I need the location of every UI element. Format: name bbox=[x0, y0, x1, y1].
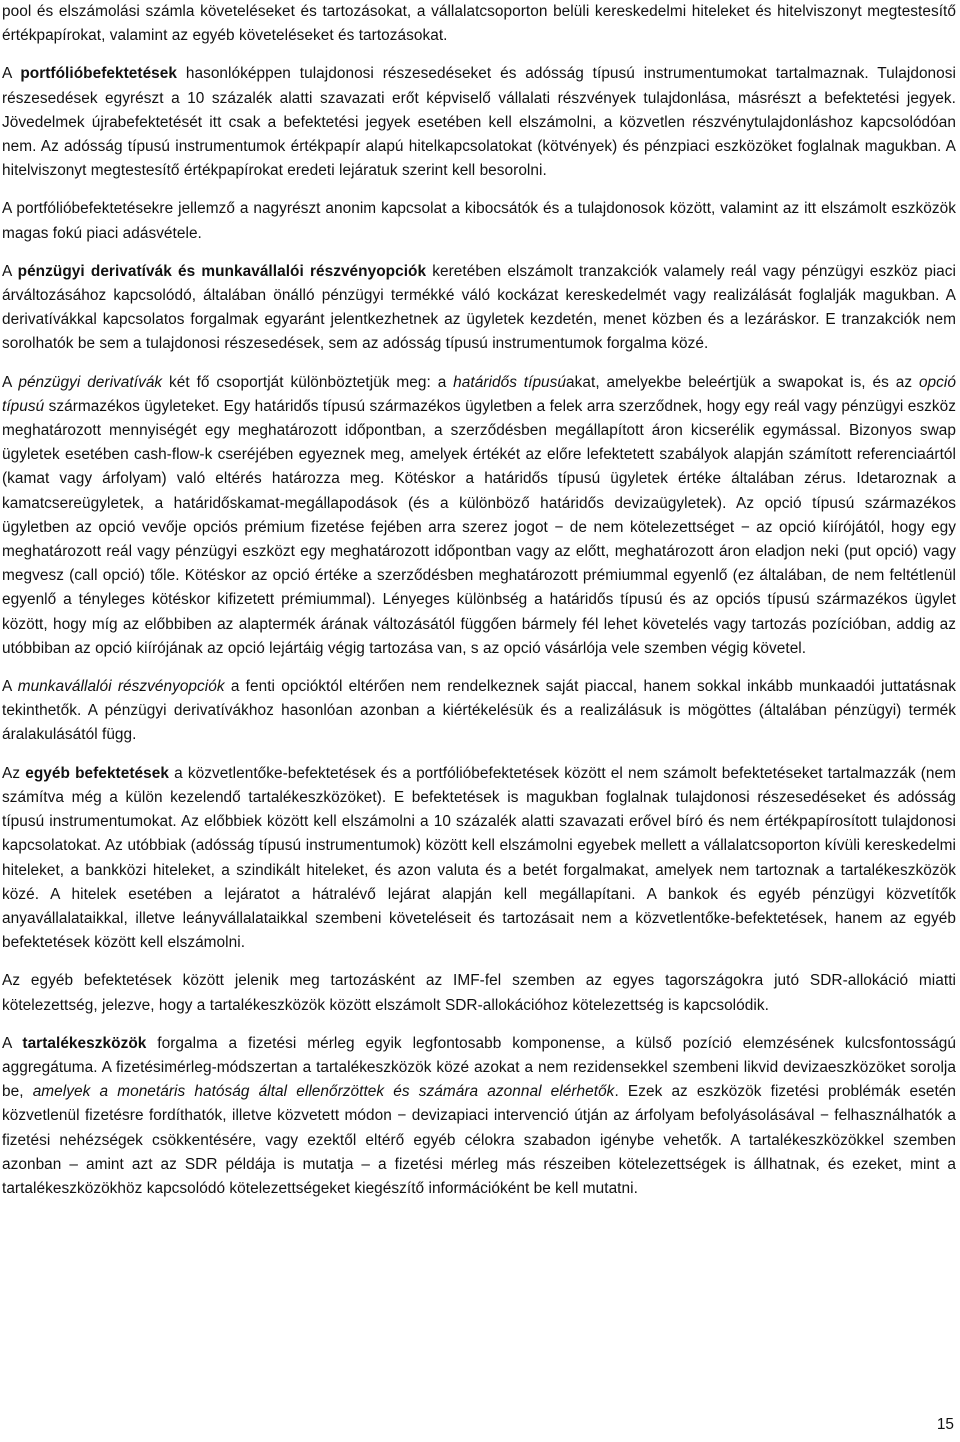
text-run: forgalma a fizetési mérleg egyik legfontosabb komponense, a külső pozíció elemzésének kulcsfontosságú aggregátuma. A fizetésimérleg-módszertan a tartalékeszközök közé azokat a nem rezidensekkel szembeni likvid devizaeszközöket sorolja be, bbox=[2, 1034, 956, 1101]
text-run: akat, amelyekbe beleértjük a swapokat is, és az bbox=[566, 373, 919, 391]
text-run: A bbox=[2, 678, 18, 696]
text-run: Az egyéb befektetések között jelenik meg tartozásként az IMF-fel szemben az egyes tagországokra jutó SDR-allokáció miatti kötelezettség, jelezve, hogy a tartalékeszközök között elszámolt SDR-allokációhoz kötelezettség is kapcsolódik. bbox=[2, 972, 956, 1014]
text-run: Az bbox=[2, 764, 26, 782]
text-run: két fő csoportját különböztetjük meg: a bbox=[162, 373, 454, 391]
paragraph bbox=[2, 1032, 956, 1201]
italic-term: pénzügyi derivatívák bbox=[18, 373, 163, 391]
paragraph bbox=[2, 62, 956, 183]
document-body bbox=[2, 0, 956, 1215]
text-run: pool és elszámolási számla követeléseket és tartozásokat, a vállalatcsoporton belüli kereskedelmi hiteleket és hitelviszonyt megtestesítő értékpapírokat, valamint az egyéb követeléseket és tartozásokat. bbox=[2, 3, 956, 45]
italic-term: határidős típusú bbox=[453, 373, 567, 391]
paragraph bbox=[2, 969, 956, 1017]
paragraph bbox=[2, 260, 956, 357]
text-run: A bbox=[2, 373, 19, 391]
text-run: származékos ügyleteket. Egy határidős típusú származékos ügyletben a felek arra szerződnek, hogy egy reál vagy pénzügyi eszköz meghatározott mennyiségét egy meghatározott időpontban, a szerződésben megállapított áron kicserélik egymással. Bizonyos swap ügyletek esetében cash-flow-k cseréjében egyeznek meg, amelyek értékét az előre lefektetett szabályok alapján számított referenciaártól (kamat vagy árfolyam) való eltérés határozza meg. Kötéskor a határidős típusú ügyletek értéke általában zérus. Idetaroznak a kamatcsereügyletek, a határidőskamat-megállapodások (és a különböző határidős devizaügyletek). Az opció típusú származékos ügyletben az opció vevője opciós prémium fizetése fejében arra szerez jogot − de nem kötelezettséget − az opció kiírójától, hogy egy meghatározott reál vagy pénzügyi eszközt egy meghatározott időpontban vagy az előtt, meghatározott áron eladjon neki (put opció) vagy megvesz (call opció) tőle. Kötéskor az opció értéke a szerződésben meghatározott prémiummal egyenlő (ez általában, de nem feltétlenül egyenlő a tényleges kötéskor kifizetett prémiummal). Lényeges különbség a határidős típusú és az opciós típusú származékos ügylet között, hogy míg az előbbiben az alaptermék árának változásától függően bármely fél lehet követelés vagy tartozás pozícióban, addig az utóbbiban az opció kiírójának az opció lejártáig végig tartozása van, s az opció vásárlója vele szemben végig követel. bbox=[2, 397, 956, 657]
italic-term: amelyek a monetáris hatóság által ellenőrzöttek és számára azonnal elérhetők bbox=[32, 1083, 615, 1101]
text-run: a közvetlentőke-befektetések és a portfólióbefektetések között el nem számolt befektetéseket tartalmazzák (nem számítva még a külön kezelendő tartalékeszközöket). E befektetések is magukban foglalnak tulajdonosi részesedéseket és adósság típusú instrumentumokat. Az előbbiek között kell elszámolni a 10 százalék alatti szavazati erővel bíró és nem értékpapírosított tulajdonosi kapcsolatokat. Az utóbbiak (adósság típusú instrumentumok) között kell elszámolni egyebek mellett a vállalatcsoporton kívüli kereskedelmi hiteleket, a bankközi hiteleket, a szindikált hiteleket, és azon valuta és a betét forgalmakat, amelyek nem tartoznak a tartalékeszközök közé. A hitelek esetében a lejáratot a hátralévő lejárat alapján kell megállapítani. A bankok és egyéb pénzügyi közvetítők anyavállalataikkal, illetve leányvállalataikkal szembeni követeléseit és tartozásait nem a közvetlentőke-befektetések, hanem az egyéb befektetések között kell elszámolni. bbox=[2, 764, 956, 952]
italic-term: munkavállalói részvényopciók bbox=[17, 678, 225, 696]
page-number: 15 bbox=[936, 1416, 954, 1433]
bold-term: tartalékeszközök bbox=[22, 1034, 147, 1052]
text-run: hasonlóképpen tulajdonosi részesedéseket és adósság típusú instrumentumokat tartalmaznak. Tulajdonosi részesedések egyrészt a 10 százalék alatti szavazati erőt képviselő vállalati részvények tulajdonlása, másrészt a befektetési jegyek. Jövedelmek újrabefektetését itt csak a befektetési jegyek esetében kell elszámolni, a közvetlen részvénytulajdonláshoz kapcsolódóan nem. Az adósság típusú instrumentumok értékpapír alapú hitelkapcsolatokat (kötvények) és pénzpiaci eszközöket foglalnak magukban. A hitelviszonyt megtestesítő értékpapírokat eredeti lejáratuk szerint kell besorolni. bbox=[2, 65, 956, 180]
paragraph bbox=[2, 762, 956, 956]
bold-term: pénzügyi derivatívák és munkavállalói részvényopciók bbox=[17, 262, 427, 280]
bold-term: egyéb befektetések bbox=[25, 764, 169, 782]
paragraph bbox=[2, 197, 956, 245]
bold-term: portfólióbefektetések bbox=[20, 65, 178, 83]
text-run: A bbox=[2, 262, 18, 280]
text-run: . Ezek az eszközök fizetési problémák esetén közvetlenül fizetésre fordíthatók, illetve közvetett módon − devizapiaci intervenció útján az árfolyam befolyásolásával − felhasználhatók a fizetési nehézségek csökkentésére, vagy ezektől eltérő egyéb célokra szabadon igénybe vehetők. A tartalékeszközökkel szemben azonban – amint azt az SDR példája is mutatja – a fizetési mérleg más részeiben kötelezettségek is állhatnak, és ezeket, mint a tartalékeszközökhöz kapcsolódó kötelezettségeket kiegészítő információként be kell mutatni. bbox=[2, 1083, 956, 1197]
paragraph bbox=[2, 675, 956, 748]
paragraph bbox=[2, 0, 956, 48]
text-run: A bbox=[2, 65, 21, 83]
text-run: a fenti opcióktól eltérően nem rendelkeznek saját piaccal, hanem sokkal inkább munkaadói juttatásnak tekinthetők. A pénzügyi derivatívákhoz hasonlóan azonban a kiértékelésük és a realizálásuk is mögöttes (általában pénzügyi) termék áralakulásától függ. bbox=[2, 678, 956, 744]
italic-term: opció típusú bbox=[2, 373, 956, 415]
paragraph bbox=[2, 371, 956, 661]
text-run: A bbox=[2, 1034, 23, 1052]
text-run: A portfólióbefektetésekre jellemző a nagyrészt anonim kapcsolat a kibocsátók és a tulajdonosok között, valamint az itt elszámolt eszközök magas fokú piaci adásvétele. bbox=[2, 200, 956, 242]
text-run: keretében elszámolt tranzakciók valamely reál vagy pénzügyi eszköz piaci árváltozásához kapcsolódó, általában önálló pénzügyi termékké váló kockázat kereskedelmét vagy realizálását foglalják magukban. A derivatívákkal kapcsolatos forgalmak egyaránt jelentkezhetnek az ügyletek kezdetén, menet közben és a lezáráskor. E tranzakciók nem sorolhatók be sem a tulajdonosi részesedések, sem az adósság típusú instrumentumok forgalma közé. bbox=[2, 262, 957, 353]
